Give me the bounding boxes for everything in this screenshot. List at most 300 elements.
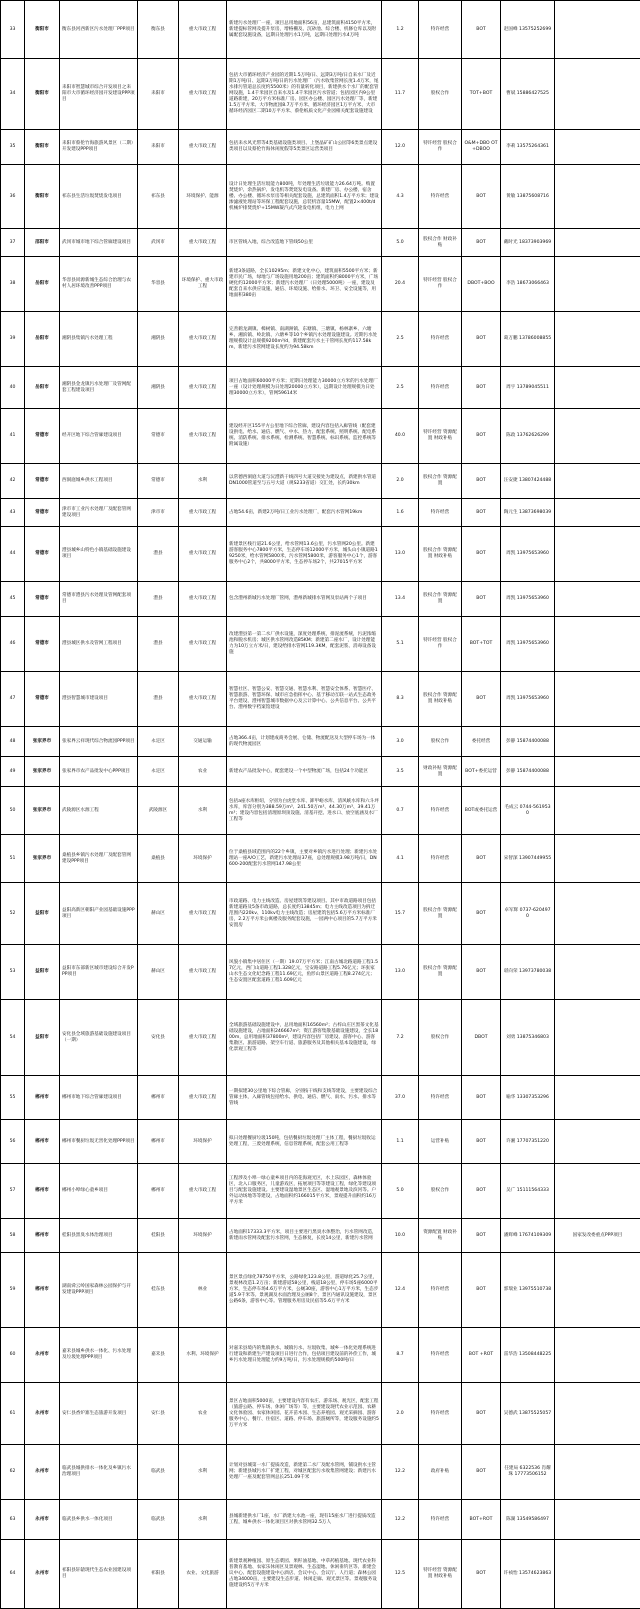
content-cell: 拟日处理餐厨垃圾150吨，包括餐厨垃圾处理厂主体工程，餐厨垃圾收运处理工程，三废处理系统，信息管理系统，配套公用工程等 bbox=[227, 1120, 382, 1164]
industry-cell: 水利 bbox=[179, 787, 227, 835]
industry-cell: 重大市政工程 bbox=[179, 672, 227, 727]
operation-mode-cell: TOT+BOT bbox=[462, 59, 501, 130]
return-mode-cell: 特许经营 bbox=[419, 312, 462, 367]
industry-cell: 重大市政工程 bbox=[179, 617, 227, 672]
county-cell: 常德市 bbox=[138, 409, 179, 464]
operation-mode-cell: BOT或委托运营 bbox=[462, 787, 501, 835]
return-mode-cell: 股权合作 bbox=[419, 1000, 462, 1076]
industry-cell: 环境保护、能源 bbox=[179, 165, 227, 229]
contact-cell: 戴时光 18373903969 bbox=[501, 229, 555, 257]
operation-mode-cell: BOT bbox=[462, 835, 501, 883]
investment-cell: 11.7 bbox=[382, 59, 419, 130]
county-cell: 湘阴县 bbox=[138, 312, 179, 367]
table-row bbox=[1, 1500, 640, 1540]
city-cell: 常德市 bbox=[25, 527, 60, 582]
industry-cell: 水利 bbox=[179, 464, 227, 499]
contact-cell: 毛成云 0744-5619530 bbox=[501, 787, 555, 835]
row-number: 45 bbox=[1, 582, 25, 617]
return-mode-cell: 股权合作 资源配置 财政补贴 bbox=[419, 527, 462, 582]
contact-cell: 刘勇 13875346803 bbox=[501, 1000, 555, 1076]
city-cell: 常德市 bbox=[25, 499, 60, 527]
contact-cell: 赵国峰 13575252699 bbox=[501, 1, 555, 59]
contact-cell: 吴广 15111564333 bbox=[501, 1164, 555, 1219]
table-row bbox=[1, 130, 640, 165]
investment-cell: 2.0 bbox=[382, 1383, 419, 1445]
content-cell: 新建3条道路，全长10295m；新建文化中心，建筑面积5500平方米；新建市民广场，绿地与广场设施用地200亩；建筑面积约8000平方米，广场硬化约12000平方米；新建污水处理厂（日处理5000吨）一座，建设及配套自来水供应设施、通信、环境设施、给排水、环卫、安全设施等，用地面积380亩 bbox=[227, 257, 382, 312]
operation-mode-cell: BOT bbox=[462, 883, 501, 945]
operation-mode-cell: BOT bbox=[462, 499, 501, 527]
county-cell: 耒阳市 bbox=[138, 59, 179, 130]
row-number: 54 bbox=[1, 1000, 25, 1076]
project-name-cell: 祁东县生活垃圾焚烧发电项目 bbox=[60, 165, 138, 229]
industry-cell: 水利 bbox=[179, 1500, 227, 1540]
investment-cell: 4.3 bbox=[382, 165, 419, 229]
table-row bbox=[1, 165, 640, 229]
contact-cell: 吴德武 13875525057 bbox=[501, 1383, 555, 1445]
project-name-cell: 湘阴县集镇污水处理工程 bbox=[60, 312, 138, 367]
table-row bbox=[1, 1120, 640, 1164]
content-cell: 景区占地面积5000亩，主要建设内容有农庄、游乐场、观光区，配套工程（旅游公路、停车场、休闲广场等）等，主要建设现代农业示范园、农耕文化体验园、农家休闲园、花卉苗木园、生态养殖园、观光采摘园、游客服务中心、餐厅、住宿区、道路、停车场、旅游厕所等，建设服务设施约5万平方米 bbox=[227, 1383, 382, 1445]
county-cell: 安化县 bbox=[138, 1000, 179, 1076]
project-name-cell: 华容县同源新城生态综合治理与农村人居环境改善PPP项目 bbox=[60, 257, 138, 312]
operation-mode-cell: BOT bbox=[462, 1219, 501, 1253]
content-cell: 县城新建供水厂1座，水厂新建大水池一座，现有15座水厂进行提质改造工程，城乡供水一体化项目区对供水管网32.5万人 bbox=[227, 1500, 382, 1540]
table-row bbox=[1, 1076, 640, 1120]
return-mode-cell: 股权合作 资源配置 bbox=[419, 464, 462, 499]
operation-mode-cell: DBOT bbox=[462, 1000, 501, 1076]
city-cell: 衡阳市 bbox=[25, 130, 60, 165]
remark-cell bbox=[555, 835, 640, 883]
contact-cell: 许祯怡 13574623863 bbox=[501, 1540, 555, 1609]
county-cell: 赫山区 bbox=[138, 883, 179, 945]
table-row bbox=[1, 499, 640, 527]
county-cell: 永定区 bbox=[138, 757, 179, 787]
operation-mode-cell: BOT bbox=[462, 1540, 501, 1609]
remark-cell bbox=[555, 499, 640, 527]
table-row bbox=[1, 883, 640, 945]
content-cell: 计划对县城第一水厂提质改造，新建第二水厂及配水管网，铺设供水主管网；新建县城污水厂扩建工程，对城区配套污水收集管网建设；新建污水处理厂一座及配套管网总长251.09千米 bbox=[227, 1445, 382, 1500]
contact-cell: 汪安捷 13807424488 bbox=[501, 464, 555, 499]
industry-cell: 重大市政工程 bbox=[179, 367, 227, 409]
row-number: 44 bbox=[1, 527, 25, 582]
remark-cell bbox=[555, 527, 640, 582]
remark-cell bbox=[555, 582, 640, 617]
remark-cell bbox=[555, 409, 640, 464]
industry-cell: 重大市政工程 bbox=[179, 945, 227, 1000]
city-cell: 张家界市 bbox=[25, 727, 60, 757]
contact-cell: 陈湖 13549586497 bbox=[501, 1500, 555, 1540]
table-row bbox=[1, 582, 640, 617]
contact-cell: 周宇 13789045511 bbox=[501, 367, 555, 409]
investment-cell: 40.0 bbox=[382, 409, 419, 464]
contact-cell: 许湘 17707351220 bbox=[501, 1120, 555, 1164]
industry-cell: 林业 bbox=[179, 1253, 227, 1328]
return-mode-cell: 股权合作 财政补贴 bbox=[419, 229, 462, 257]
contact-cell: 陈政 13762626299 bbox=[501, 409, 555, 464]
county-cell: 临武县 bbox=[138, 1445, 179, 1500]
city-cell: 永州市 bbox=[25, 1328, 60, 1383]
industry-cell: 水利、环境保护 bbox=[179, 1328, 227, 1383]
county-cell: 嘉禾县 bbox=[138, 1328, 179, 1383]
content-cell: 新建农产品批发中心，配套建设一个中型物流广场，包括24个功能区 bbox=[227, 757, 382, 787]
remark-cell bbox=[555, 59, 640, 130]
city-cell: 岳阳市 bbox=[25, 367, 60, 409]
operation-mode-cell: BOT bbox=[462, 1164, 501, 1219]
county-cell: 常德市 bbox=[138, 464, 179, 499]
return-mode-cell: 特许经营 资源配置 财政补贴 bbox=[419, 1540, 462, 1609]
county-cell: 耒阳市 bbox=[138, 130, 179, 165]
project-name-cell: 桂阳县黑臭水体治理项目 bbox=[60, 1219, 138, 1253]
operation-mode-cell: 委托经营 bbox=[462, 727, 501, 757]
contact-cell: 彭静 15874400088 bbox=[501, 757, 555, 787]
investment-cell: 2.5 bbox=[382, 367, 419, 409]
content-cell: 新建景区栈行道21.6公里，给水管网13.6公里，污水管网20公里。新建游客服务中心7800平方米，生态停车场12000平方米，城头山小镇道路19250米，给水管网5800米，污水管网5800米，游客服务中心1个，游客服务中心2个，共8000平方米，生态停车场2个，共27015平方米 bbox=[227, 527, 382, 582]
county-cell: 澧县 bbox=[138, 672, 179, 727]
contact-cell: 雷华浩 13508448225 bbox=[501, 1328, 555, 1383]
investment-cell: 15.7 bbox=[382, 883, 419, 945]
return-mode-cell: 特许经营 bbox=[419, 1, 462, 59]
county-cell: 祁东县 bbox=[138, 165, 179, 229]
project-name-cell: 湖南舜云岭国家森林公园保护与开发建设PPP项目 bbox=[60, 1253, 138, 1328]
table-row bbox=[1, 1253, 640, 1328]
city-cell: 益阳市 bbox=[25, 1000, 60, 1076]
county-cell: 衡东县 bbox=[138, 1, 179, 59]
project-name-cell: 耒阳市智慧城市综合开发项目之耒阳市大市循环经济园开发建设PPP项目 bbox=[60, 59, 138, 130]
return-mode-cell: 股权合作 资源配置 bbox=[419, 945, 462, 1000]
content-cell: 占地366.4亩，计划建成商务会展、仓储、物流配送及大型停车场为一体的现代物流园区 bbox=[227, 727, 382, 757]
investment-cell: 12.0 bbox=[382, 130, 419, 165]
industry-cell: 重大市政工程 bbox=[179, 883, 227, 945]
return-mode-cell: 股权合作 资源配置 财政补贴 bbox=[419, 672, 462, 727]
investment-cell: 12.2 bbox=[382, 1500, 419, 1540]
county-cell: 武陵源区 bbox=[138, 787, 179, 835]
industry-cell: 重大市政工程 bbox=[179, 1000, 227, 1076]
row-number: 64 bbox=[1, 1540, 25, 1609]
investment-cell: 8.3 bbox=[382, 672, 419, 727]
table-row bbox=[1, 727, 640, 757]
project-name-cell: 澧县城乡山特色小镇基础设施建设项目 bbox=[60, 527, 138, 582]
operation-mode-cell: BOT bbox=[462, 1445, 501, 1500]
remark-cell bbox=[555, 1540, 640, 1609]
industry-cell: 重大市政工程 bbox=[179, 229, 227, 257]
row-number: 49 bbox=[1, 757, 25, 787]
city-cell: 张家界市 bbox=[25, 835, 60, 883]
table-row bbox=[1, 945, 640, 1000]
industry-cell: 环境保护 bbox=[179, 1120, 227, 1164]
county-cell: 临武县 bbox=[138, 1500, 179, 1540]
contact-cell: 李莉 13575264361 bbox=[501, 130, 555, 165]
content-cell: 改建澧县第一第二水厂供水设施，深度处理系统，排泥流系统，污泥浓缩池和脱水机房；城区供水管网改造85KM；新建第二座水厂，设计处理能力为10万立方米/日，建设给排水管网119.3KM，配套泥浆、消毒设备设施 bbox=[227, 617, 382, 672]
contact-cell: 喻华 13307353296 bbox=[501, 1076, 555, 1120]
investment-cell: 12.5 bbox=[382, 1540, 419, 1609]
operation-mode-cell: BOT bbox=[462, 229, 501, 257]
content-cell: 景区景点绿化78750平方米，公路绿化123.8公里，游道绿化25.7公里，景观林改造1.2万亩；新建游道58公里，栈道18公里，停车场5座6000平方米，生态停车场4.6万平方米，公厕30座，游客中心1万平方米，生态步道5.9千米等。景观湖及水面治理及公厕8个，景区内通讯设施建设，景区公路6条，游客中心等。管理服务用房及民宿等5.6万平方米 bbox=[227, 1253, 382, 1328]
operation-mode-cell: BOT+ROT bbox=[462, 1500, 501, 1540]
content-cell: 新建污水处理厂一座，项目总用地面积56亩，总建筑面积4150平方米，新建提标管网及提升泵房，增格栅及、沉砂池、综合楼、机修仓库以及附属配套设施设备，远期日处理污水1万吨，远期日处理污水4万吨 bbox=[227, 1, 382, 59]
city-cell: 常德市 bbox=[25, 409, 60, 464]
table-row bbox=[1, 1000, 640, 1076]
county-cell: 桂东县 bbox=[138, 1253, 179, 1328]
remark-cell bbox=[555, 1076, 640, 1120]
city-cell: 郴州市 bbox=[25, 1120, 60, 1164]
city-cell: 岳阳市 bbox=[25, 312, 60, 367]
remark-cell bbox=[555, 1000, 640, 1076]
industry-cell: 环境保护 bbox=[179, 835, 227, 883]
row-number: 48 bbox=[1, 727, 25, 757]
operation-mode-cell: BOT+TOT bbox=[462, 617, 501, 672]
city-cell: 益阳市 bbox=[25, 945, 60, 1000]
county-cell: 湘阴县 bbox=[138, 367, 179, 409]
row-number: 41 bbox=[1, 409, 25, 464]
industry-cell: 重大市政工程 bbox=[179, 1076, 227, 1120]
remark-cell bbox=[555, 312, 640, 367]
county-cell: 祁阳县 bbox=[138, 1540, 179, 1609]
remark-cell: 国家发改委重点PPP项目 bbox=[555, 1219, 640, 1253]
row-number: 58 bbox=[1, 1219, 25, 1253]
county-cell: 桂阳县 bbox=[138, 1219, 179, 1253]
operation-mode-cell: BOT+委托运营 bbox=[462, 757, 501, 787]
content-cell: 工程涉及小埠一绿心童乡项目内的花海观光区，水上乐园区，森林体验区，北入口服务区，儿童游戏区，拓展项目等等建设工程，绿化等建设项目与配套设施建设。主要建设湿地景区生态区、湿地观景地及滨河等。户外运动场地等等建设，占地面积约166015平方米，景观提升面积约16万平方米 bbox=[227, 1164, 382, 1219]
content-cell: 一期拟建30公里地下综合管廊，分别按干线和支线等建设，主要建设综合管廊主体，入廊管线包括给水、供电、通信、燃气、雨水、污水、排水等管线 bbox=[227, 1076, 382, 1120]
county-cell: 澧县 bbox=[138, 617, 179, 672]
project-name-cell: 常德市澧县污水处理及管网配套项目 bbox=[60, 582, 138, 617]
row-number: 37 bbox=[1, 229, 25, 257]
row-number: 61 bbox=[1, 1383, 25, 1445]
investment-cell: 2.0 bbox=[382, 464, 419, 499]
investment-cell: 1.2 bbox=[382, 1, 419, 59]
industry-cell: 重大市政工程 bbox=[179, 1164, 227, 1219]
content-cell: 项目占地面积60000平方米；近期日处理能力30000立方米的污水处理厂一座（设计处理规模为日处理20000立方米），远期设计处理规模为日处理30000立方米），管网59614米 bbox=[227, 367, 382, 409]
table-row bbox=[1, 835, 640, 883]
contact-cell: 任建局 6322536 肖耀珠 17773506152 bbox=[501, 1445, 555, 1500]
content-cell: 占地面积17333.3平方米，项目主要进行黑臭水体整治，污水管网改造，新建雨水管网及配套污水管网，生态修复，长度14公里，新建污水管网 bbox=[227, 1219, 382, 1253]
project-name-cell: 西洞庭城乡供水工程项目 bbox=[60, 464, 138, 499]
return-mode-cell: 特许经营 bbox=[419, 367, 462, 409]
remark-cell bbox=[555, 1328, 640, 1383]
operation-mode-cell: BOT bbox=[462, 1076, 501, 1120]
return-mode-cell: 特许经营 bbox=[419, 499, 462, 527]
return-mode-cell: 股权合作 bbox=[419, 1164, 462, 1219]
contact-cell: 陶元生 13873698039 bbox=[501, 499, 555, 527]
city-cell: 衡阳市 bbox=[25, 1, 60, 59]
contact-cell: 谌向荣 13973780038 bbox=[501, 945, 555, 1000]
return-mode-cell: 股权合作 资源配置 bbox=[419, 883, 462, 945]
contact-cell: 周凯 13975653960 bbox=[501, 617, 555, 672]
content-cell: 市区管线入地，综合改造地下管线50公里 bbox=[227, 229, 382, 257]
remark-cell bbox=[555, 757, 640, 787]
return-mode-cell: 资源配置 财政补贴 bbox=[419, 1219, 462, 1253]
operation-mode-cell: BOT bbox=[462, 312, 501, 367]
investment-cell: 5.1 bbox=[382, 617, 419, 672]
table-row bbox=[1, 367, 640, 409]
content-cell: 市政道路、电力主线改造、房屋建筑等建设项目。其中市政道路项目包括新建道路及5条市政道路，总长度约13845m；电力主线改造项目为拆迁范围内220kv、110kv电力主线改造；房屋建筑包括5.6万平方米标准厂房，2.2万平方米公寓楼及服务配套设施，一园两中心项目的5.7万平方米安置房 bbox=[227, 883, 382, 945]
row-number: 38 bbox=[1, 257, 25, 312]
project-name-cell: 嘉禾县城乡供水一体化、污水处理及垃圾处理PPP项目 bbox=[60, 1328, 138, 1383]
industry-cell: 重大市政工程 bbox=[179, 130, 227, 165]
industry-cell: 重大市政工程 bbox=[179, 499, 227, 527]
row-number: 47 bbox=[1, 672, 25, 727]
industry-cell: 环境保护、重大市政工程 bbox=[179, 257, 227, 312]
table-row bbox=[1, 757, 640, 787]
table-row bbox=[1, 617, 640, 672]
row-number: 35 bbox=[1, 130, 25, 165]
row-number: 40 bbox=[1, 367, 25, 409]
table-body bbox=[1, 1, 640, 1609]
county-cell: 郴州市 bbox=[138, 1120, 179, 1164]
city-cell: 常德市 bbox=[25, 582, 60, 617]
content-cell: 对嘉禾县境内的集镇供水、城镇污水、垃圾收集、城乡一体化处理系统进行建设和新建生产建设项目日进行合作，包括项目建设前的补偿工作，城乡污水处理日处理能力约9万吨/日，污水处理规模约500吨/日 bbox=[227, 1328, 382, 1383]
row-number: 56 bbox=[1, 1120, 25, 1164]
city-cell: 邵阳市 bbox=[25, 229, 60, 257]
investment-cell: 5.0 bbox=[382, 1164, 419, 1219]
city-cell: 衡阳市 bbox=[25, 59, 60, 130]
industry-cell: 重大市政工程 bbox=[179, 312, 227, 367]
industry-cell: 水利 bbox=[179, 1445, 227, 1500]
row-number: 39 bbox=[1, 312, 25, 367]
operation-mode-cell: BOT bbox=[462, 1253, 501, 1328]
project-name-cell: 安仁县香炉寨生态旅游开发项目 bbox=[60, 1383, 138, 1445]
investment-cell: 13.4 bbox=[382, 582, 419, 617]
return-mode-cell: 特许经营 bbox=[419, 835, 462, 883]
operation-mode-cell: BOT +ROT bbox=[462, 1328, 501, 1383]
county-cell: 郴州市 bbox=[138, 1164, 179, 1219]
return-mode-cell: 股权合作 资源配置 bbox=[419, 582, 462, 617]
investment-cell: 8.7 bbox=[382, 1328, 419, 1383]
row-number: 50 bbox=[1, 787, 25, 835]
operation-mode-cell: BOT bbox=[462, 409, 501, 464]
content-cell: 新建景观种植园、原生态菜园、果籽油基地、中草药植基地、现代农业科普教育基地、农家乐休闲区及景观林、生态湿地、休闲垂钓区等、新建会议中心、配套设施建设中心酒店、会议中心、会议厅、人行道；森林公园占地34000亩，主要建设生态步道、休闲走廊、观光景区等。景观服务设施建设约5万平方米 bbox=[227, 1540, 382, 1609]
remark-cell bbox=[555, 1253, 640, 1328]
return-mode-cell: 特许经营 bbox=[419, 787, 462, 835]
project-name-cell: 郴州小埠绿心童乡项目 bbox=[60, 1164, 138, 1219]
contact-cell: 潘辉峰 17674109309 bbox=[501, 1219, 555, 1253]
city-cell: 常德市 bbox=[25, 672, 60, 727]
investment-cell: 1.1 bbox=[382, 1120, 419, 1164]
contact-cell: 周凯 13975653960 bbox=[501, 582, 555, 617]
project-name-cell: 澧县智慧城市建设项目 bbox=[60, 672, 138, 727]
contact-cell: 周凯 13975653960 bbox=[501, 672, 555, 727]
remark-cell bbox=[555, 165, 640, 229]
return-mode-cell: 特许经营 资源配置 财政补贴 bbox=[419, 409, 462, 464]
return-mode-cell: 特许经营 bbox=[419, 1328, 462, 1383]
return-mode-cell: 运营补贴 bbox=[419, 1120, 462, 1164]
operation-mode-cell: BOT bbox=[462, 1120, 501, 1164]
industry-cell: 重大市政工程 bbox=[179, 527, 227, 582]
industry-cell: 农业、文化旅游 bbox=[179, 1540, 227, 1609]
contact-cell: 彭静 15874400088 bbox=[501, 727, 555, 757]
table-row bbox=[1, 1328, 640, 1383]
operation-mode-cell: BOT bbox=[462, 464, 501, 499]
county-cell: 澧县 bbox=[138, 582, 179, 617]
row-number: 34 bbox=[1, 59, 25, 130]
remark-cell bbox=[555, 945, 640, 1000]
project-name-cell: 张家界市农产品批发中心PPP项目 bbox=[60, 757, 138, 787]
remark-cell bbox=[555, 1383, 640, 1445]
project-name-cell: 郴州市餐厨垃圾无害化处理PPP项目 bbox=[60, 1120, 138, 1164]
project-name-cell: 祁阳县轩辕现代生态农业园建设项目 bbox=[60, 1540, 138, 1609]
investment-cell: 20.4 bbox=[382, 257, 419, 312]
row-number: 55 bbox=[1, 1076, 25, 1120]
city-cell: 张家界市 bbox=[25, 757, 60, 787]
industry-cell: 农业 bbox=[179, 1383, 227, 1445]
project-name-cell: 湘阴县金龙镇污水处理厂及管网配套工程建设项目 bbox=[60, 367, 138, 409]
contact-cell: 周凯 13975653960 bbox=[501, 527, 555, 582]
operation-mode-cell: BOT bbox=[462, 672, 501, 727]
row-number: 60 bbox=[1, 1328, 25, 1383]
investment-cell: 37.0 bbox=[382, 1076, 419, 1120]
county-cell: 澧县 bbox=[138, 527, 179, 582]
content-cell: 建设经开区155平方公里地下综合管廊，建设内容包括入廊管线（配套建设供电、给水、通信、燃气、中水、热力、配套系统、照明系统、配电系统、消防系统、排水系统、检测系统、智慧系统、标识系统、监控系统等附属设施） bbox=[227, 409, 382, 464]
content-cell: 风貌小镇集中居住区（一期）19.07万平方米；江南古城北路道路工程1.57亿元，西门山道路工程1.328亿元，宝安路道路工程5.76亿元；环张家山水生态文化纪念路工程11.69亿元，鱼形山景区道路工程8.274亿元；生态安置区配套道路工程1.609亿元 bbox=[227, 945, 382, 1000]
investment-cell: 0.7 bbox=[382, 787, 419, 835]
row-number: 62 bbox=[1, 1445, 25, 1500]
city-cell: 永州市 bbox=[25, 1540, 60, 1609]
row-number: 53 bbox=[1, 945, 25, 1000]
table-row bbox=[1, 1219, 640, 1253]
project-name-cell: 武冈市城市地下综合管廊建设项目 bbox=[60, 229, 138, 257]
return-mode-cell: 特许经营 bbox=[419, 1500, 462, 1540]
return-mode-cell: 特许经营 股权合作 bbox=[419, 257, 462, 312]
city-cell: 郴州市 bbox=[25, 1076, 60, 1120]
content-cell: 以常德西洞庭大道与沅澧新干线四号大道交接处为建设点，新建供水管道DN1000管道至与五号大道（规S233省道）交汇处，长约30km bbox=[227, 464, 382, 499]
remark-cell bbox=[555, 1120, 640, 1164]
county-cell: 武冈市 bbox=[138, 229, 179, 257]
county-cell: 郴州市 bbox=[138, 1076, 179, 1120]
remark-cell bbox=[555, 1164, 640, 1219]
investment-cell: 4.1 bbox=[382, 835, 419, 883]
industry-cell: 重大市政工程 bbox=[179, 59, 227, 130]
investment-cell: 3.5 bbox=[382, 757, 419, 787]
project-name-cell: 桑植县乡镇污水处理厂及配套管网建设PPP项目 bbox=[60, 835, 138, 883]
investment-cell: 13.0 bbox=[382, 527, 419, 582]
row-number: 59 bbox=[1, 1253, 25, 1328]
remark-cell bbox=[555, 1500, 640, 1540]
row-number: 46 bbox=[1, 617, 25, 672]
remark-cell bbox=[555, 883, 640, 945]
county-cell: 安仁县 bbox=[138, 1383, 179, 1445]
city-cell: 岳阳市 bbox=[25, 257, 60, 312]
return-mode-cell: 特许经营 bbox=[419, 1253, 462, 1328]
city-cell: 永州市 bbox=[25, 1383, 60, 1445]
project-name-cell: 临武县城供排水一体化及乡镇污水治理项目 bbox=[60, 1445, 138, 1500]
county-cell: 华容县 bbox=[138, 257, 179, 312]
industry-cell: 农业 bbox=[179, 757, 227, 787]
remark-cell bbox=[555, 229, 640, 257]
return-mode-cell: 财政补贴 资源配置 bbox=[419, 757, 462, 787]
project-name-cell: 津市市工业污水处理厂及配套管网建设项目 bbox=[60, 499, 138, 527]
content-cell: 包括耒水风光带等4类基础设施类项目、上堡晶矿矿山公园等6类景点建设类项目以及蔡伦竹海休闲度假等5类景区运营类项目 bbox=[227, 130, 382, 165]
return-mode-cell: 特许经营 bbox=[419, 165, 462, 229]
content-cell: 占地54.6亩，新建2万吨/日工业污水处理厂，配套污水管网19km bbox=[227, 499, 382, 527]
remark-cell bbox=[555, 727, 640, 757]
project-name-cell: 郴州市地下综合管廊建设项目 bbox=[60, 1076, 138, 1120]
city-cell: 常德市 bbox=[25, 464, 60, 499]
remark-cell bbox=[555, 464, 640, 499]
project-name-cell: 益阳高新区朝阳产业园基础设施PPP项目 bbox=[60, 883, 138, 945]
project-name-cell: 经开区地下综合管廊建设项目 bbox=[60, 409, 138, 464]
return-mode-cell: 股权合作 bbox=[419, 727, 462, 757]
row-number: 33 bbox=[1, 1, 25, 59]
project-name-cell: 临武县乡供水一体化项目 bbox=[60, 1500, 138, 1540]
return-mode-cell: 特许经营 bbox=[419, 1076, 462, 1120]
content-cell: 智慧社区、智慧公安、智慧交通、智慧水利、智慧安全体系、智慧医疗、智慧旅游、智慧环保、城市应急指挥中心、基于移动互联一站式生态政务平台建设、澧州智慧城市数据中心及云计算中心、公共信息平台、公共平台、澧州数字档案馆建设 bbox=[227, 672, 382, 727]
row-number: 63 bbox=[1, 1500, 25, 1540]
row-number: 43 bbox=[1, 499, 25, 527]
investment-cell: 1.6 bbox=[382, 499, 419, 527]
city-cell: 常德市 bbox=[25, 617, 60, 672]
investment-cell: 12.4 bbox=[382, 1253, 419, 1328]
operation-mode-cell: BOT bbox=[462, 945, 501, 1000]
